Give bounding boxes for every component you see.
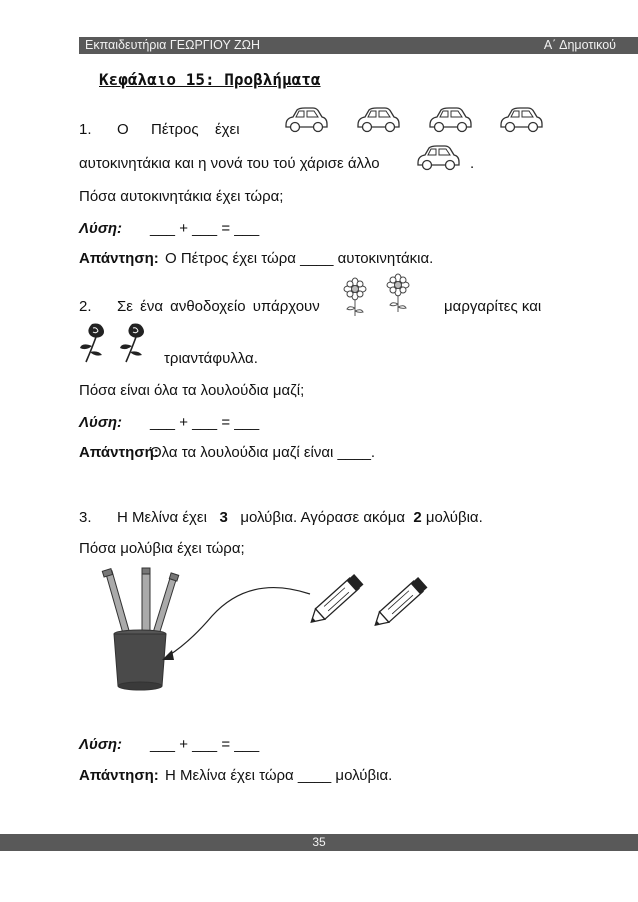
problem2-text1-end: μαργαρίτες και: [444, 298, 542, 315]
problem1-solution-blanks: ___ + ___ = ___: [150, 220, 260, 237]
rose-icon: [118, 322, 152, 364]
problem1-answer-label: Απάντηση:: [79, 250, 159, 267]
problem3-number-2: 2: [413, 509, 422, 526]
page-footer: [0, 834, 638, 851]
pencil-icon: [364, 570, 440, 632]
problem1-line2-end: .: [470, 155, 475, 172]
problem1-number: 1.: [79, 121, 92, 138]
problem3-solution-label: Λύση:: [79, 736, 122, 753]
problem3-question: Πόσα μολύβια έχει τώρα;: [79, 540, 245, 557]
problem2-solution-label: Λύση:: [79, 414, 122, 431]
header-school: Εκπαιδευτήρια ΓΕΩΡΓΙΟΥ ΖΩΗ: [85, 38, 261, 52]
problem2-question: Πόσα είναι όλα τα λουλούδια μαζί;: [79, 382, 305, 399]
car-icon: [415, 144, 461, 172]
car-icon: [427, 106, 473, 134]
problem2-answer-label: Απάντηση:: [79, 444, 159, 461]
problem3-text-c: μολύβια.: [425, 509, 483, 526]
problem3-solution-blanks: ___ + ___ = ___: [150, 736, 260, 753]
problem1-line2: αυτοκινητάκια και η νονά του τού χάρισε άλλο: [79, 155, 380, 172]
rose-icon: [78, 322, 112, 364]
problem3-number: 3.: [79, 509, 92, 526]
problem3-text: [117, 509, 483, 526]
problem1-word1: Ο: [117, 121, 129, 138]
page-number: 35: [312, 835, 326, 849]
arrow-icon: [160, 580, 320, 670]
problem1-word2: Πέτρος: [151, 121, 199, 138]
problem3-text-a: Η Μελίνα έχει: [117, 509, 207, 526]
header-grade: Α΄ Δημοτικού: [543, 38, 616, 52]
problem3-answer-text: Η Μελίνα έχει τώρα ____ μολύβια.: [165, 767, 393, 784]
problem2-text2: τριαντάφυλλα.: [164, 350, 258, 367]
chapter-title: Κεφάλαιο 15: Προβλήματα: [99, 70, 321, 89]
car-icon: [355, 106, 401, 134]
problem1-word3: έχει: [215, 121, 240, 138]
car-icon: [283, 106, 329, 134]
problem2-number: 2.: [79, 298, 92, 315]
problem2-solution-blanks: ___ + ___ = ___: [150, 414, 260, 431]
problem1-answer-text: Ο Πέτρος έχει τώρα ____ αυτοκινητάκια.: [165, 250, 434, 267]
problem1-solution-label: Λύση:: [79, 220, 122, 237]
problem1-line1: [79, 121, 92, 138]
page-header: [79, 37, 638, 54]
car-icon: [498, 106, 544, 134]
problem2-answer-text: Όλα τα λουλούδια μαζί είναι ____.: [150, 444, 376, 461]
daisy-icon: [340, 278, 370, 318]
daisy-icon: [383, 274, 413, 314]
problem2-text1: Σε ένα ανθοδοχείο υπάρχουν: [117, 298, 320, 315]
problem3-number-1: 3: [219, 509, 228, 526]
problem3-text-b: μολύβια. Αγόρασε ακόμα: [240, 509, 406, 526]
problem1-question: Πόσα αυτοκινητάκια έχει τώρα;: [79, 188, 284, 205]
problem3-answer-label: Απάντηση:: [79, 767, 159, 784]
